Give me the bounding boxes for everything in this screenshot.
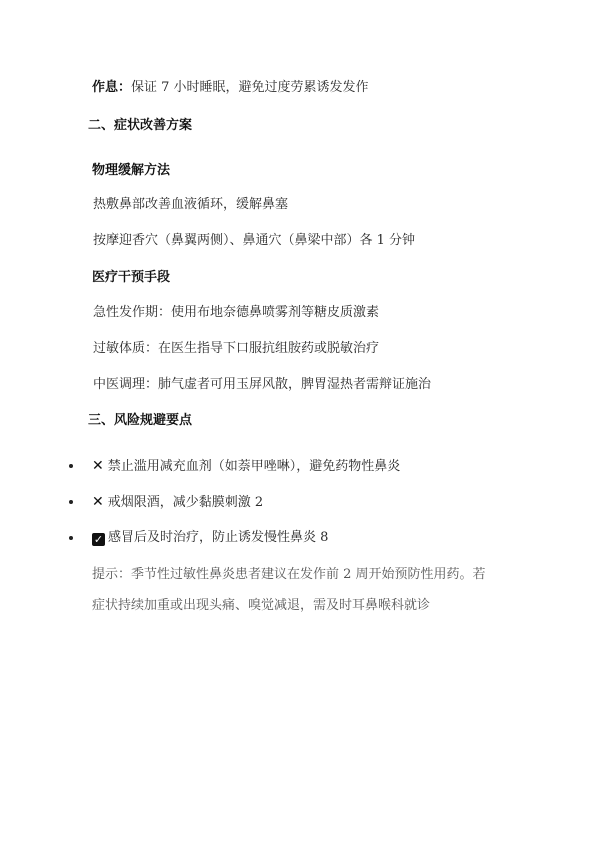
- subheading-physical-relief: 物理缓解方法: [92, 163, 171, 178]
- physical-item-2: 按摩迎香穴（鼻翼两侧）、鼻通穴（鼻梁中部）各 1 分钟: [93, 233, 416, 248]
- cross-mark-icon: ✕: [92, 494, 104, 510]
- risk-item-1: [92, 458, 400, 475]
- section-heading-risk-avoidance: 三、风险规避要点: [88, 413, 193, 428]
- cross-mark-icon: ✕: [92, 458, 104, 474]
- subheading-medical-intervention: 医疗干预手段: [92, 270, 171, 285]
- medical-item-1: 急性发作期：使用布地奈德鼻喷雾剂等糖皮质激素: [93, 305, 380, 320]
- risk-item-text: 感冒后及时治疗，防止诱发慢性鼻炎 8: [108, 530, 329, 545]
- medical-item-3: 中医调理：肺气虚者可用玉屏风散，脾胃湿热者需辩证施治: [93, 377, 432, 392]
- risk-item-2: [92, 494, 263, 511]
- tip-line-2: 症状持续加重或出现头痛、嗅觉减退，需及时耳鼻喉科就诊: [92, 598, 431, 613]
- rest-text: 保证 7 小时睡眠，避免过度劳累诱发发作: [131, 80, 369, 95]
- physical-item-1: 热敷鼻部改善血液循环，缓解鼻塞: [93, 197, 289, 212]
- tip-line-1: 提示：季节性过敏性鼻炎患者建议在发作前 2 周开始预防性用药。若: [92, 567, 486, 582]
- rest-line: [92, 80, 369, 96]
- rest-label: 作息：: [92, 80, 132, 95]
- bullet-dot: [69, 464, 73, 468]
- check-box-icon: ✓: [93, 533, 104, 546]
- medical-item-2: 过敏体质：在医生指导下口服抗组胺药或脱敏治疗: [93, 341, 380, 356]
- bullet-dot: [69, 536, 73, 540]
- risk-item-3: [92, 530, 328, 546]
- risk-item-text: 戒烟限酒，减少黏膜刺激 2: [107, 495, 264, 510]
- section-heading-symptom-improvement: 二、症状改善方案: [88, 118, 193, 133]
- risk-item-text: 禁止滥用减充血剂（如萘甲唑啉），避免药物性鼻炎: [107, 459, 401, 474]
- bullet-dot: [69, 500, 73, 504]
